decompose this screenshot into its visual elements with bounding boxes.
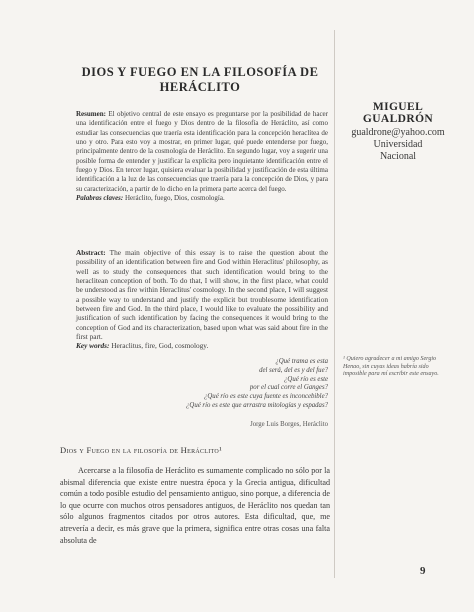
epigraph-source: Jorge Luis Borges, Heráclito — [250, 421, 328, 428]
abstract-text: The main objective of this essay is to raise the question about the possibility of an identification between fire and God within Heraclitus' philosophy, as well as to study the consequences that such identification would bring to the heraclitean conception of both. To do that, I will show, in the first place, what could be understood as fire within Heraclitus' cosmology. In the second place, I will suggest a possible way to understand and justify the explicit but troublesome identification between fire and God. In the third place, I would like to evaluate the possibility and justification of such identification by facing the consequences it would bring to the conception of God and its characterization, based upon what was said about fire in the first part. — [76, 248, 328, 342]
epigraph-line: del será, del es y del fue? — [259, 366, 328, 374]
palabras-claves-label: Palabras claves: — [76, 194, 124, 203]
epigraph-line: ¿Qué río es este cuya fuente es inconcebible? — [203, 393, 328, 401]
title-line-2: HERÁCLITO — [159, 80, 241, 94]
article-title — [70, 65, 330, 95]
epigraph-line: ¿Qué trama es esta — [275, 358, 328, 365]
keywords-paragraph — [76, 341, 328, 350]
epigraph-line: ¿Qué río es este que arrastra mitologías y espadas? — [186, 401, 328, 409]
author-name — [338, 101, 458, 125]
resumen-text: El objetivo central de este ensayo es preguntarse por la posibilidad de hacer una identificación entre el fuego y Dios dentro de la filosofía de Heráclito, así como estudiar las consecuencias que traería esta identificación para la concepción heraclítea de uno y otro. Para esto voy a mostrar, en primer lugar, qué puede entenderse por fuego, principalmente dentro de la cosmología de Heráclito. En segundo lugar, voy a sugerir una posible forma de entender y justificar la explícita pero inquietante identificación entre el fuego y Dios. En tercer lugar, quisiera evaluar la posibilidad y justificación de esta última identificación a la luz de las consecuencias que traería para la concepción de Dios, y para su caracterización, a partir de lo dicho en la primera parte acerca del fuego. — [76, 110, 328, 193]
abstract-label: Abstract: — [76, 248, 106, 257]
abstract-paragraph — [76, 248, 328, 341]
resumen-block — [76, 110, 328, 203]
resumen-label: Resumen: — [76, 110, 106, 118]
affiliation-line-2: Nacional — [379, 151, 417, 162]
keywords-label: Key words: — [76, 341, 110, 351]
column-divider — [334, 30, 335, 578]
author-affiliation — [338, 127, 458, 163]
author-last-name: GUALDRÓN — [362, 113, 434, 125]
footnote: ¹ Quiero agradecer a mi amigo Sergio Henao, sin cuyas ideas habría sido imposible para mí escribir este ensayo. — [343, 356, 439, 378]
epigraph-line: ¿Qué río es este — [284, 375, 328, 383]
title-line-1: DIOS Y FUEGO EN LA FILOSOFÍA DE — [81, 65, 319, 79]
epigraph-line: por el cual corre el Ganges? — [249, 384, 328, 392]
palabras-claves-text: Heráclito, fuego, Dios, cosmología. — [125, 194, 225, 203]
epigraph — [150, 358, 328, 411]
affiliation-line-1: Universidad — [373, 139, 423, 150]
resumen-paragraph — [76, 110, 328, 194]
abstract-block — [76, 248, 328, 351]
keywords-text: Heraclitus, fire, God, cosmology. — [111, 341, 209, 351]
page-number: 9 — [420, 565, 426, 577]
palabras-claves-paragraph — [76, 194, 328, 203]
body-paragraph: Acercarse a la filosofía de Heráclito es sumamente complicado no sólo por la abismal diferencia que existe entre nuestra época y la Grecia antigua, dificultad común a todo posible estudio del pensamiento antiguo, sino porque, a diferencia de lo que ocurre con muchos otros pensadores antiguos, de Heráclito nos quedan tan sólo algunos fragmentos citados por otros autores. Esta dificultad, que, me atrevería a decir, es más grave que la primera, significa entre otras cosas una falta absoluta de — [60, 466, 330, 545]
author-email: gualdrone@yahoo.com — [351, 127, 445, 138]
author-first-name: MIGUEL — [372, 101, 424, 113]
section-heading: Dios y Fuego en la filosofía de Heráclito¹ — [60, 445, 222, 455]
